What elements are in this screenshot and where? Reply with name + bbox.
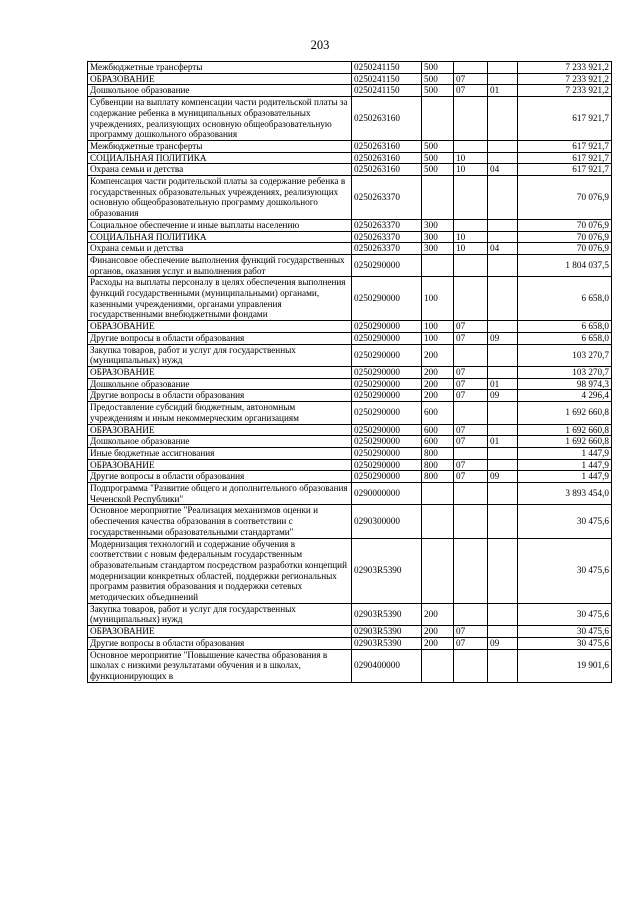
row-amount-cell: 7 233 921,2 (518, 73, 612, 85)
row-expense-type-cell: 200 (422, 344, 454, 366)
table-row (88, 73, 612, 85)
row-amount-cell: 70 076,9 (518, 231, 612, 243)
row-expense-type-cell: 300 (422, 231, 454, 243)
row-section-cell: 10 (454, 152, 488, 164)
row-amount-cell: 4 296,4 (518, 390, 612, 402)
row-section-cell (454, 649, 488, 682)
row-name-cell: Закупка товаров, работ и услуг для государственных (муниципальных) нужд (88, 344, 352, 366)
row-code-cell: 0250290000 (352, 471, 422, 483)
row-name-cell: Другие вопросы в области образования (88, 637, 352, 649)
row-expense-type-cell (422, 176, 454, 220)
table-row (88, 277, 612, 321)
row-code-cell: 0250290000 (352, 447, 422, 459)
row-amount-cell: 98 974,3 (518, 378, 612, 390)
row-subsection-cell (488, 140, 518, 152)
row-section-cell: 07 (454, 366, 488, 378)
table-row (88, 140, 612, 152)
row-amount-cell: 70 076,9 (518, 176, 612, 220)
row-name-cell: Модернизация технологий и содержание обучения в соответствии с новым федеральным государственным образовательным стандартом посредством разработки концепций модернизации конкретных областей, поддержки региональных программ развития образования и поддержки сетевых методических объединений (88, 538, 352, 603)
row-expense-type-cell: 200 (422, 366, 454, 378)
row-expense-type-cell: 500 (422, 62, 454, 74)
row-amount-cell: 30 475,6 (518, 538, 612, 603)
table-row (88, 649, 612, 682)
row-section-cell: 07 (454, 637, 488, 649)
row-name-cell: СОЦИАЛЬНАЯ ПОЛИТИКА (88, 231, 352, 243)
row-code-cell: 0250263370 (352, 231, 422, 243)
row-expense-type-cell: 100 (422, 277, 454, 321)
row-section-cell (454, 140, 488, 152)
row-amount-cell: 103 270,7 (518, 366, 612, 378)
row-name-cell: СОЦИАЛЬНАЯ ПОЛИТИКА (88, 152, 352, 164)
row-amount-cell: 30 475,6 (518, 603, 612, 625)
row-subsection-cell (488, 231, 518, 243)
row-code-cell: 0250263160 (352, 140, 422, 152)
row-subsection-cell (488, 483, 518, 505)
row-code-cell: 0250290000 (352, 366, 422, 378)
row-code-cell: 0250263160 (352, 97, 422, 141)
row-expense-type-cell: 800 (422, 459, 454, 471)
table-row (88, 378, 612, 390)
row-section-cell: 07 (454, 471, 488, 483)
row-name-cell: Компенсация части родительской платы за содержание ребенка в государственных образовательных учреждениях, реализующих основную общеобразовательную программу дошкольного образования (88, 176, 352, 220)
table-row (88, 176, 612, 220)
row-section-cell (454, 402, 488, 424)
row-subsection-cell (488, 97, 518, 141)
row-code-cell: 0250263160 (352, 152, 422, 164)
row-amount-cell: 103 270,7 (518, 344, 612, 366)
row-subsection-cell (488, 152, 518, 164)
row-amount-cell: 617 921,7 (518, 140, 612, 152)
row-code-cell: 02903R5390 (352, 637, 422, 649)
row-subsection-cell (488, 321, 518, 333)
row-subsection-cell (488, 626, 518, 638)
row-amount-cell: 1 447,9 (518, 459, 612, 471)
row-amount-cell: 19 901,6 (518, 649, 612, 682)
row-name-cell: Подпрограмма "Развитие общего и дополнительного образования Чеченской Республики" (88, 483, 352, 505)
row-subsection-cell (488, 505, 518, 538)
row-section-cell: 07 (454, 321, 488, 333)
row-code-cell: 0250290000 (352, 424, 422, 436)
row-subsection-cell (488, 344, 518, 366)
row-name-cell: Охрана семьи и детства (88, 164, 352, 176)
row-section-cell: 10 (454, 243, 488, 255)
row-subsection-cell: 04 (488, 243, 518, 255)
table-row (88, 321, 612, 333)
page-number: 203 (310, 38, 330, 52)
row-amount-cell: 6 658,0 (518, 277, 612, 321)
row-code-cell: 0250263370 (352, 176, 422, 220)
row-code-cell: 0250290000 (352, 378, 422, 390)
row-subsection-cell: 04 (488, 164, 518, 176)
row-subsection-cell: 09 (488, 471, 518, 483)
row-section-cell (454, 219, 488, 231)
row-amount-cell: 6 658,0 (518, 332, 612, 344)
row-expense-type-cell: 300 (422, 243, 454, 255)
row-name-cell: Предоставление субсидий бюджетным, автономным учреждениям и иным некоммерческим организациям (88, 402, 352, 424)
row-expense-type-cell: 600 (422, 424, 454, 436)
row-name-cell: Другие вопросы в области образования (88, 471, 352, 483)
row-name-cell: Дошкольное образование (88, 85, 352, 97)
row-amount-cell: 30 475,6 (518, 505, 612, 538)
table-row (88, 459, 612, 471)
row-amount-cell: 30 475,6 (518, 626, 612, 638)
row-expense-type-cell: 500 (422, 85, 454, 97)
row-expense-type-cell: 100 (422, 332, 454, 344)
row-amount-cell: 30 475,6 (518, 637, 612, 649)
row-code-cell: 0250241150 (352, 73, 422, 85)
table-row (88, 471, 612, 483)
row-name-cell: Иные бюджетные ассигнования (88, 447, 352, 459)
row-expense-type-cell (422, 538, 454, 603)
table-row (88, 538, 612, 603)
row-expense-type-cell: 100 (422, 321, 454, 333)
row-subsection-cell (488, 402, 518, 424)
row-section-cell (454, 603, 488, 625)
row-code-cell: 0290400000 (352, 649, 422, 682)
row-section-cell: 10 (454, 164, 488, 176)
row-amount-cell: 7 233 921,2 (518, 62, 612, 74)
row-subsection-cell: 09 (488, 637, 518, 649)
row-section-cell (454, 97, 488, 141)
row-subsection-cell (488, 538, 518, 603)
row-name-cell: Дошкольное образование (88, 378, 352, 390)
row-amount-cell: 6 658,0 (518, 321, 612, 333)
row-name-cell: Финансовое обеспечение выполнения функций государственных органов, оказания услуг и выполнения работ (88, 254, 352, 276)
row-expense-type-cell: 500 (422, 152, 454, 164)
row-subsection-cell (488, 277, 518, 321)
row-subsection-cell (488, 62, 518, 74)
row-section-cell: 07 (454, 424, 488, 436)
row-name-cell: Дошкольное образование (88, 436, 352, 448)
row-name-cell: Другие вопросы в области образования (88, 332, 352, 344)
row-expense-type-cell (422, 97, 454, 141)
row-subsection-cell (488, 459, 518, 471)
row-expense-type-cell: 600 (422, 436, 454, 448)
table-row (88, 626, 612, 638)
table-row (88, 603, 612, 625)
row-code-cell: 0250290000 (352, 277, 422, 321)
row-name-cell: Межбюджетные трансферты (88, 140, 352, 152)
row-section-cell (454, 176, 488, 220)
row-code-cell: 0250290000 (352, 402, 422, 424)
row-section-cell (454, 447, 488, 459)
row-amount-cell: 1 692 660,8 (518, 424, 612, 436)
row-code-cell: 0250290000 (352, 321, 422, 333)
table-row (88, 243, 612, 255)
row-code-cell: 0250290000 (352, 390, 422, 402)
row-section-cell: 07 (454, 390, 488, 402)
row-amount-cell: 1 447,9 (518, 447, 612, 459)
row-expense-type-cell: 500 (422, 73, 454, 85)
row-expense-type-cell (422, 505, 454, 538)
row-code-cell: 0290300000 (352, 505, 422, 538)
table-row (88, 424, 612, 436)
row-subsection-cell (488, 424, 518, 436)
row-subsection-cell (488, 603, 518, 625)
row-name-cell: ОБРАЗОВАНИЕ (88, 366, 352, 378)
row-name-cell: Межбюджетные трансферты (88, 62, 352, 74)
row-section-cell: 07 (454, 73, 488, 85)
row-section-cell: 07 (454, 436, 488, 448)
row-section-cell: 07 (454, 626, 488, 638)
row-code-cell: 02903R5390 (352, 538, 422, 603)
row-code-cell: 0250263370 (352, 219, 422, 231)
row-section-cell (454, 483, 488, 505)
row-expense-type-cell (422, 649, 454, 682)
row-name-cell: ОБРАЗОВАНИЕ (88, 626, 352, 638)
row-expense-type-cell: 200 (422, 626, 454, 638)
row-code-cell: 02903R5390 (352, 626, 422, 638)
row-code-cell: 0250241150 (352, 85, 422, 97)
table-row (88, 436, 612, 448)
table-row (88, 254, 612, 276)
table-row (88, 231, 612, 243)
row-amount-cell: 3 893 454,0 (518, 483, 612, 505)
row-subsection-cell: 01 (488, 85, 518, 97)
row-expense-type-cell: 800 (422, 447, 454, 459)
table-row (88, 402, 612, 424)
row-subsection-cell: 01 (488, 436, 518, 448)
row-code-cell: 02903R5390 (352, 603, 422, 625)
row-code-cell: 0290000000 (352, 483, 422, 505)
row-section-cell: 07 (454, 85, 488, 97)
row-expense-type-cell (422, 483, 454, 505)
row-subsection-cell: 09 (488, 390, 518, 402)
table-row (88, 637, 612, 649)
row-name-cell: ОБРАЗОВАНИЕ (88, 424, 352, 436)
row-subsection-cell (488, 219, 518, 231)
row-subsection-cell (488, 366, 518, 378)
row-amount-cell: 617 921,7 (518, 152, 612, 164)
row-code-cell: 0250263160 (352, 164, 422, 176)
row-amount-cell: 617 921,7 (518, 97, 612, 141)
row-amount-cell: 617 921,7 (518, 164, 612, 176)
row-section-cell: 07 (454, 459, 488, 471)
row-section-cell (454, 62, 488, 74)
row-name-cell: Охрана семьи и детства (88, 243, 352, 255)
row-code-cell: 0250290000 (352, 459, 422, 471)
row-subsection-cell: 01 (488, 378, 518, 390)
table-row (88, 152, 612, 164)
row-name-cell: ОБРАЗОВАНИЕ (88, 459, 352, 471)
table-row (88, 483, 612, 505)
row-name-cell: Расходы на выплаты персоналу в целях обеспечения выполнения функций государственными (муниципальными) органами, казенными учреждениями, органами управления государственными внебюджетными фондами (88, 277, 352, 321)
table-row (88, 85, 612, 97)
row-section-cell: 07 (454, 378, 488, 390)
row-expense-type-cell: 200 (422, 378, 454, 390)
table-row (88, 366, 612, 378)
row-name-cell: Субвенции на выплату компенсации части родительской платы за содержание ребенка в муниципальных образовательных учреждениях, реализующих основную общеобразовательную программу дошкольного образования (88, 97, 352, 141)
row-expense-type-cell: 200 (422, 603, 454, 625)
table-row (88, 390, 612, 402)
row-amount-cell: 1 804 037,5 (518, 254, 612, 276)
row-expense-type-cell: 200 (422, 390, 454, 402)
row-code-cell: 0250290000 (352, 436, 422, 448)
row-subsection-cell (488, 254, 518, 276)
row-section-cell (454, 538, 488, 603)
row-subsection-cell (488, 649, 518, 682)
table-row (88, 447, 612, 459)
row-section-cell (454, 277, 488, 321)
row-code-cell: 0250263370 (352, 243, 422, 255)
row-name-cell: Другие вопросы в области образования (88, 390, 352, 402)
row-section-cell (454, 505, 488, 538)
row-code-cell: 0250290000 (352, 344, 422, 366)
budget-table (87, 61, 612, 683)
row-amount-cell: 70 076,9 (518, 219, 612, 231)
row-amount-cell: 7 233 921,2 (518, 85, 612, 97)
table-row (88, 164, 612, 176)
row-name-cell: Основное мероприятие "Реализация механизмов оценки и обеспечения качества образования в соответствии с государственными образовательными стандартами" (88, 505, 352, 538)
row-expense-type-cell (422, 254, 454, 276)
table-row (88, 97, 612, 141)
row-expense-type-cell: 500 (422, 164, 454, 176)
row-code-cell: 0250241150 (352, 62, 422, 74)
row-section-cell: 10 (454, 231, 488, 243)
row-section-cell: 07 (454, 332, 488, 344)
row-expense-type-cell: 200 (422, 637, 454, 649)
row-code-cell: 0250290000 (352, 332, 422, 344)
row-expense-type-cell: 500 (422, 140, 454, 152)
row-subsection-cell (488, 447, 518, 459)
row-section-cell (454, 344, 488, 366)
row-expense-type-cell: 800 (422, 471, 454, 483)
table-row (88, 344, 612, 366)
row-name-cell: Закупка товаров, работ и услуг для государственных (муниципальных) нужд (88, 603, 352, 625)
table-row (88, 219, 612, 231)
row-subsection-cell (488, 176, 518, 220)
row-name-cell: ОБРАЗОВАНИЕ (88, 321, 352, 333)
row-amount-cell: 1 692 660,8 (518, 436, 612, 448)
table-row (88, 505, 612, 538)
row-subsection-cell (488, 73, 518, 85)
row-name-cell: Основное мероприятие "Повышение качества образования в школах с низкими результатами обучения и в школах, функционирующих в (88, 649, 352, 682)
row-code-cell: 0250290000 (352, 254, 422, 276)
table-row (88, 332, 612, 344)
budget-table-body (88, 62, 612, 683)
row-amount-cell: 1 692 660,8 (518, 402, 612, 424)
row-name-cell: Социальное обеспечение и иные выплаты населению (88, 219, 352, 231)
row-expense-type-cell: 600 (422, 402, 454, 424)
row-amount-cell: 1 447,9 (518, 471, 612, 483)
table-row (88, 62, 612, 74)
row-amount-cell: 70 076,9 (518, 243, 612, 255)
row-name-cell: ОБРАЗОВАНИЕ (88, 73, 352, 85)
row-subsection-cell: 09 (488, 332, 518, 344)
row-expense-type-cell: 300 (422, 219, 454, 231)
row-section-cell (454, 254, 488, 276)
